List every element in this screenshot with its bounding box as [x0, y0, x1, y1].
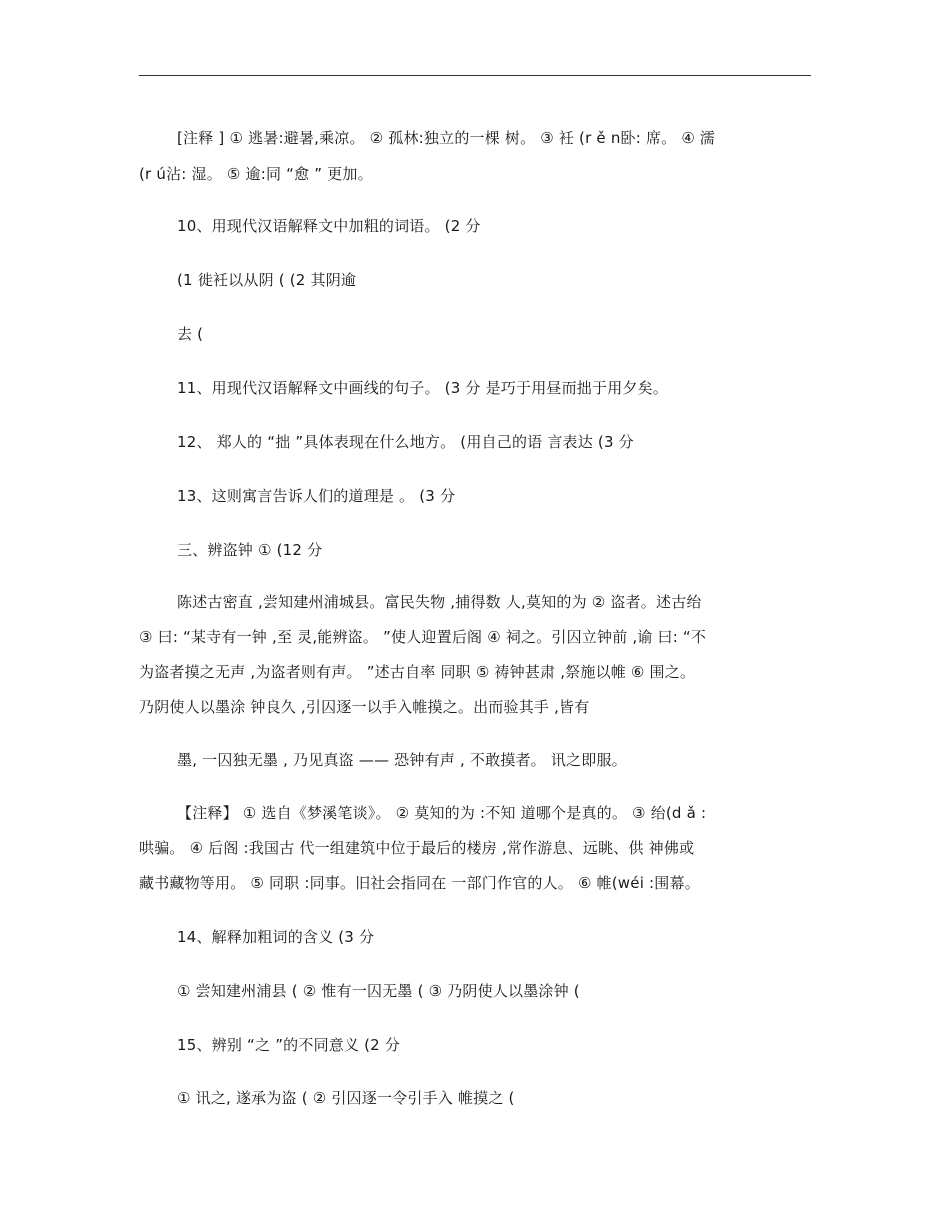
passage-line-5: 墨, 一囚独无墨 , 乃见真盗 —— 恐钟有声 , 不敢摸者。 讯之即服。	[177, 751, 627, 769]
question-10-items: (1 徙衽以从阴 ( (2 其阴逾	[177, 271, 357, 289]
passage-line-4: 乃阴使人以墨涂 钟良久 ,引囚逐一以手入帷摸之。出而验其手 ,皆有	[139, 698, 590, 716]
note-line-2: (r ú沾: 湿。 ⑤ 逾:同 “愈 ” 更加。	[139, 165, 373, 183]
annotation-line-2: 哄骗。 ④ 后阁 :我国古 代一组建筑中位于最后的楼房 ,常作游息、远眺、供 神佛或	[139, 839, 695, 857]
section-3-heading: 三、辨盗钟 ① (12 分	[177, 541, 323, 559]
question-12: 12、 郑人的 “拙 ”具体表现在什么地方。 (用自己的语 言表达 (3 分	[177, 433, 634, 451]
passage-line-2: ③ 曰: “某寺有一钟 ,至 灵,能辨盗。 ”使人迎置后阁 ④ 祠之。引囚立钟前 ,谕 曰: “不	[139, 628, 707, 646]
passage-line-1: 陈述古密直 ,尝知建州浦城县。富民失物 ,捕得数 人,莫知的为 ② 盗者。述古绐	[177, 593, 702, 611]
header-rule	[139, 75, 811, 76]
question-14-items: ① 尝知建州浦县 ( ② 惟有一囚无墨 ( ③ 乃阴使人以墨涂钟 (	[177, 982, 580, 1000]
question-15: 15、辨别 “之 ”的不同意义 (2 分	[177, 1036, 401, 1054]
question-10-items-cont: 去 (	[177, 325, 204, 343]
question-13: 13、这则寓言告诉人们的道理是 。 (3 分	[177, 487, 456, 505]
annotation-line-3: 藏书藏物等用。 ⑤ 同职 :同事。旧社会指同在 一部门作官的人。 ⑥ 帷(wéi :围幕。	[139, 874, 700, 892]
question-11: 11、用现代汉语解释文中画线的句子。 (3 分 是巧于用昼而拙于用夕矣。	[177, 379, 668, 397]
passage-line-3: 为盗者摸之无声 ,为盗者则有声。 ”述古自率 同职 ⑤ 祷钟甚肃 ,祭施以帷 ⑥ 围之。	[139, 663, 696, 681]
question-14: 14、解释加粗词的含义 (3 分	[177, 928, 375, 946]
annotation-line-1: 【注释】 ① 选自《梦溪笔谈》。 ② 莫知的为 :不知 道哪个是真的。 ③ 绐(d ǎ :	[177, 804, 707, 822]
note-line-1: [注释 ] ① 逃暑:避暑,乘凉。 ② 孤林:独立的一棵 树。 ③ 衽 (r ě n卧: 席。 ④ 濡	[177, 129, 716, 147]
question-15-items: ① 讯之, 遂承为盗 ( ② 引囚逐一令引手入 帷摸之 (	[177, 1089, 515, 1107]
question-10: 10、用现代汉语解释文中加粗的词语。 (2 分	[177, 217, 481, 235]
